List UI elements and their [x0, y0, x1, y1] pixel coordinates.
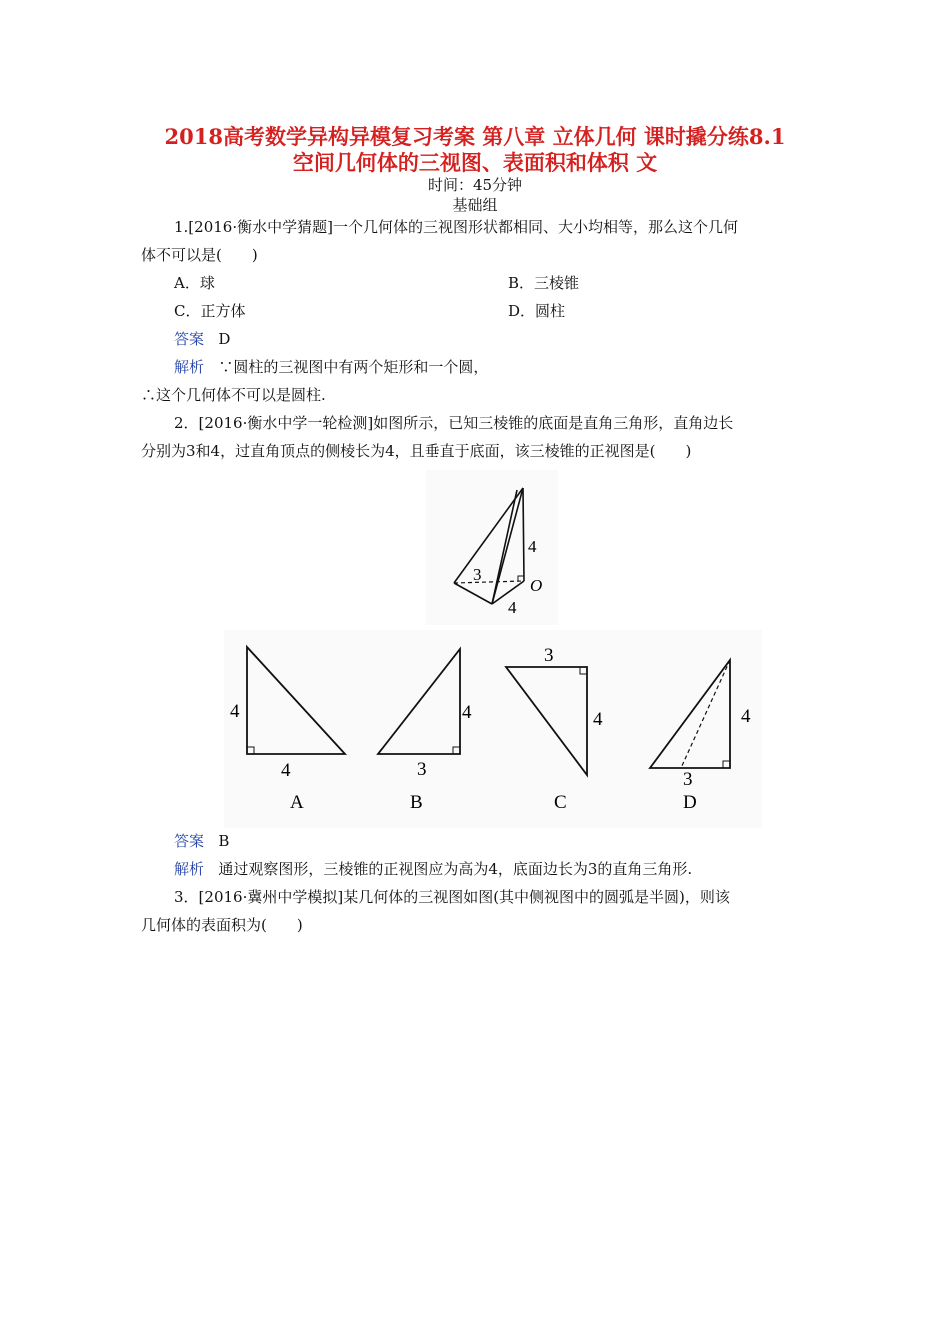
q1-option-c: C．正方体: [174, 302, 246, 320]
q2-answer: [174, 830, 229, 851]
label-4-side: 4: [528, 537, 537, 556]
q2-stem-line1: 2．[2016·衡水中学一轮检测]如图所示，已知三棱锥的底面是直角三角形，直角边长: [174, 414, 734, 432]
label-3: 3: [473, 565, 482, 584]
label-O: O: [530, 576, 543, 595]
choice-c-top-label: 3: [544, 645, 554, 666]
label-4-base: 4: [508, 598, 517, 617]
q3-stem-line1: 3．[2016·冀州中学模拟]某几何体的三视图如图(其中侧视图中的圆弧是半圆)，则该: [174, 888, 730, 906]
q1-answer: [174, 328, 230, 349]
q1-option-a: A．球: [174, 274, 215, 292]
q1-stem-line2: 体不可以是( ): [141, 246, 258, 264]
choice-b-right-label: 4: [462, 702, 472, 723]
answer-value: B: [218, 832, 230, 850]
analysis-text: 通过观察图形，三棱锥的正视图应为高为4，底面边长为3的直角三角形.: [218, 860, 693, 878]
choice-b-letter: B: [410, 792, 423, 813]
choices-background: [224, 630, 762, 828]
answer-value: D: [218, 330, 231, 348]
doc-title-line1: 2018高考数学异构异模复习考案 第八章 立体几何 课时撬分练8.1: [164, 124, 786, 149]
q1-option-d: D．圆柱: [508, 302, 566, 320]
time-limit: 时间：45分钟: [427, 176, 523, 194]
choice-a-left-label: 4: [230, 701, 240, 722]
q2-analysis: [174, 858, 692, 879]
choice-figures: [224, 630, 762, 828]
q3-stem-line2: 几何体的表面积为( ): [141, 916, 303, 934]
choice-b-bottom-label: 3: [417, 759, 427, 780]
doc-title-line2: 空间几何体的三视图、表面积和体积 文: [292, 150, 658, 175]
q2-stem-line2: 分别为3和4，过直角顶点的侧棱长为4，且垂直于底面，该三棱锥的正视图是( ): [141, 442, 692, 460]
pyramid-edge: [523, 488, 524, 581]
choice-d-right-label: 4: [741, 706, 751, 727]
q1-analysis-line2: ∴这个几何体不可以是圆柱.: [141, 386, 326, 404]
analysis-label: 解析: [174, 358, 205, 376]
analysis-text: ∵圆柱的三视图中有两个矩形和一个圆，: [218, 358, 489, 376]
choice-a-bottom-label: 4: [281, 760, 291, 781]
answer-label: 答案: [174, 330, 205, 348]
choice-d-bottom-label: 3: [683, 769, 693, 790]
q1-analysis-line1: [174, 356, 488, 377]
choice-a-letter: A: [290, 792, 304, 813]
analysis-label: 解析: [174, 860, 205, 878]
q1-stem-line1: 1.[2016·衡水中学猜题]一个几何体的三视图形状都相同、大小均相等，那么这个几何: [174, 218, 738, 236]
choice-c-right-label: 4: [593, 709, 603, 730]
choice-c-letter: C: [554, 792, 567, 813]
group-label: 基础组: [452, 196, 498, 214]
answer-label: 答案: [174, 832, 205, 850]
choice-d-letter: D: [683, 792, 697, 813]
q1-option-b: B．三棱锥: [508, 274, 580, 292]
pyramid-figure: [426, 470, 558, 625]
